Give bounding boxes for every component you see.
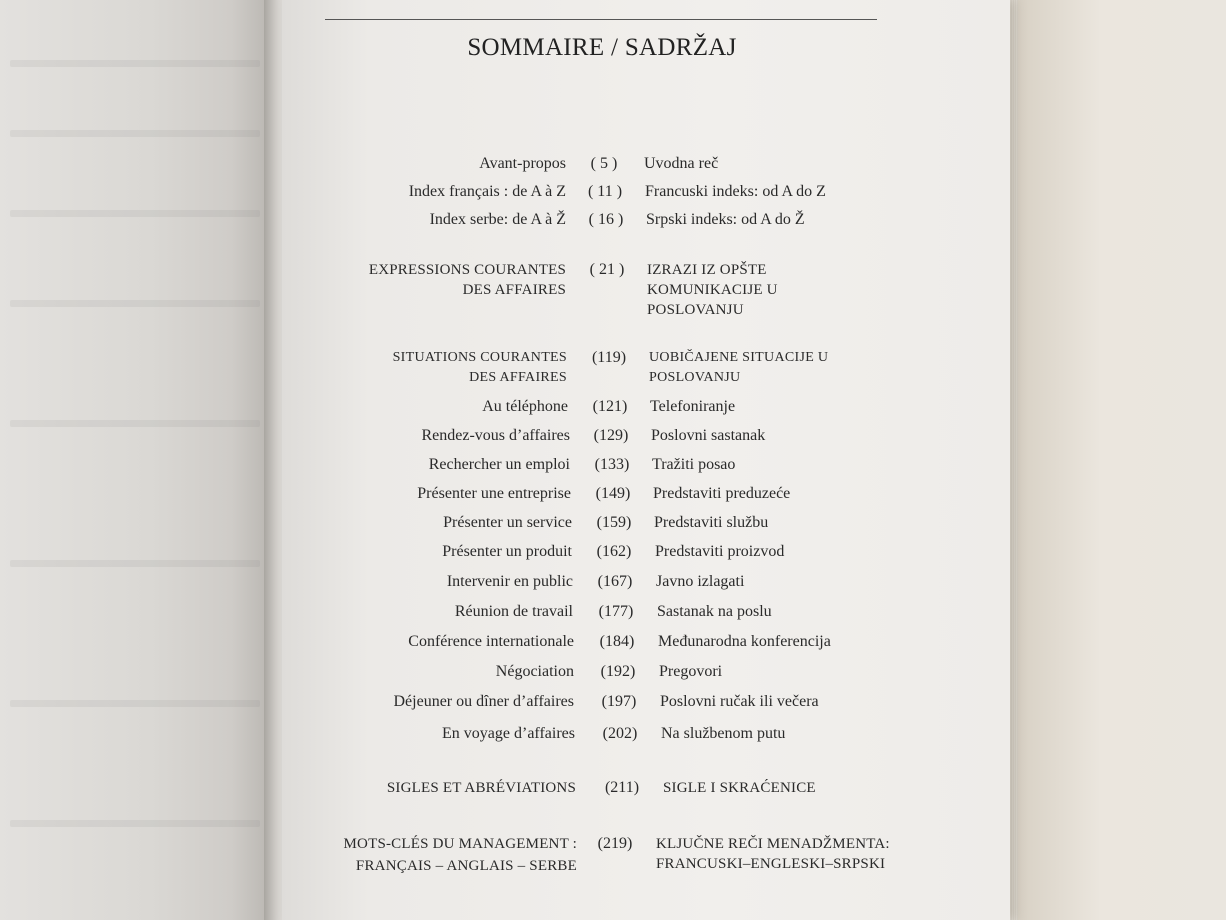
toc-serbian-label: Javno izlagati [656,573,745,590]
toc-page-number: (192) [600,663,636,680]
toc-entry [282,662,1010,682]
toc-page-number: (177) [598,603,634,620]
toc-entry [282,397,1010,417]
contents-page [282,0,1010,920]
toc-page-number: (133) [594,456,630,473]
toc-entry [282,572,1010,592]
toc-french-label: Rechercher un emploi [428,456,570,473]
toc-french-label: MOTS-CLÉS DU MANAGEMENT : [343,836,577,852]
toc-serbian-label: Tražiti posao [652,456,736,473]
desk-surface [1018,0,1226,920]
toc-french-label: EXPRESSIONS COURANTES [368,262,566,278]
page-title: SOMMAIRE / SADRŽAJ [467,34,737,61]
toc-page-number: ( 11 ) [587,183,623,200]
toc-french-label: Index serbe: de A à Ž [429,211,566,228]
toc-serbian-label: SIGLE I SKRAĆENICE [663,780,816,796]
toc-entry [282,632,1010,652]
toc-section-entry [282,778,1010,798]
toc-french-label: Présenter un service [443,514,572,531]
toc-page-number: (162) [596,543,632,560]
toc-french-label: DES AFFAIRES [469,370,567,385]
left-page [0,0,272,920]
toc-serbian-label: IZRAZI IZ OPŠTE [647,262,767,278]
toc-page-number: (149) [595,485,631,502]
toc-entry [282,542,1010,562]
toc-serbian-label: Predstaviti službu [654,514,769,531]
toc-page-number: (167) [597,573,633,590]
toc-serbian-label: KLJUČNE REČI MENADŽMENTA: [656,836,890,852]
toc-serbian-label: Poslovni ručak ili večera [660,693,819,710]
toc-entry [282,210,1010,230]
toc-entry [282,426,1010,446]
toc-section-entry [282,348,1010,388]
toc-serbian-label: UOBIČAJENE SITUACIJE U [649,350,829,365]
toc-entry [282,513,1010,533]
toc-page-number: (159) [596,514,632,531]
toc-serbian-label: POSLOVANJU [647,302,744,318]
toc-serbian-label: Francuski indeks: od A do Z [645,183,826,200]
toc-french-label: FRANÇAIS – ANGLAIS – SERBE [355,858,577,874]
toc-page-number: (202) [602,725,638,742]
toc-page-number: (219) [597,835,633,852]
toc-entry [282,692,1010,712]
toc-page-number: ( 21 ) [589,261,625,278]
toc-french-label: Présenter une entreprise [417,485,571,502]
toc-serbian-label: Poslovni sastanak [651,427,766,444]
toc-french-label: Au téléphone [482,398,568,415]
toc-serbian-label: Predstaviti proizvod [655,543,785,560]
bleed-through-line [10,60,260,67]
toc-serbian-label: Telefoniranje [650,398,736,415]
toc-page-number: (121) [592,398,628,415]
toc-page-number: (184) [599,633,635,650]
toc-french-label: Présenter un produit [442,543,572,560]
toc-entry [282,484,1010,504]
toc-serbian-label: Na službenom putu [661,725,786,742]
toc-french-label: Conférence internationale [408,633,574,650]
toc-serbian-label: Sastanak na poslu [657,603,772,620]
bleed-through-line [10,210,260,217]
toc-serbian-label: FRANCUSKI–ENGLESKI–SRPSKI [656,856,886,872]
toc-page-number: ( 16 ) [588,211,624,228]
bleed-through-line [10,130,260,137]
toc-section-entry [282,260,1010,320]
bleed-through-line [10,300,260,307]
toc-serbian-label: Međunarodna konferencija [658,633,831,650]
bleed-through-line [10,700,260,707]
toc-french-label: Avant-propos [479,155,566,172]
bleed-through-line [10,820,260,827]
toc-french-label: Index français : de A à Z [408,183,566,200]
toc-page-number: ( 5 ) [590,155,618,172]
toc-serbian-label: Pregovori [659,663,723,680]
toc-entry [282,724,1010,744]
toc-page-number: (197) [601,693,637,710]
toc-section-entry [282,834,1010,874]
toc-french-label: Rendez-vous d’affaires [421,427,570,444]
toc-french-label: Négociation [495,663,574,680]
toc-serbian-label: Predstaviti preduzeće [653,485,791,502]
toc-entry [282,154,1010,174]
toc-french-label: SITUATIONS COURANTES [392,350,567,365]
toc-page-number: (119) [591,349,627,366]
toc-serbian-label: Uvodna reč [644,155,719,172]
toc-page-number: (129) [593,427,629,444]
toc-french-label: Déjeuner ou dîner d’affaires [393,693,574,710]
toc-french-label: SIGLES ET ABRÉVIATIONS [386,780,576,796]
header-rule [325,19,877,20]
toc-serbian-label: KOMUNIKACIJE U [647,282,778,298]
toc-serbian-label: POSLOVANJU [649,370,741,385]
toc-entry [282,602,1010,622]
toc-french-label: Réunion de travail [454,603,573,620]
toc-page-number: (211) [604,779,640,796]
toc-french-label: DES AFFAIRES [462,282,566,298]
toc-french-label: En voyage d’affaires [442,725,575,742]
bleed-through-line [10,560,260,567]
toc-entry [282,455,1010,475]
toc-entry [282,182,1010,202]
toc-serbian-label: Srpski indeks: od A do Ž [646,211,805,228]
bleed-through-line [10,420,260,427]
toc-french-label: Intervenir en public [446,573,573,590]
